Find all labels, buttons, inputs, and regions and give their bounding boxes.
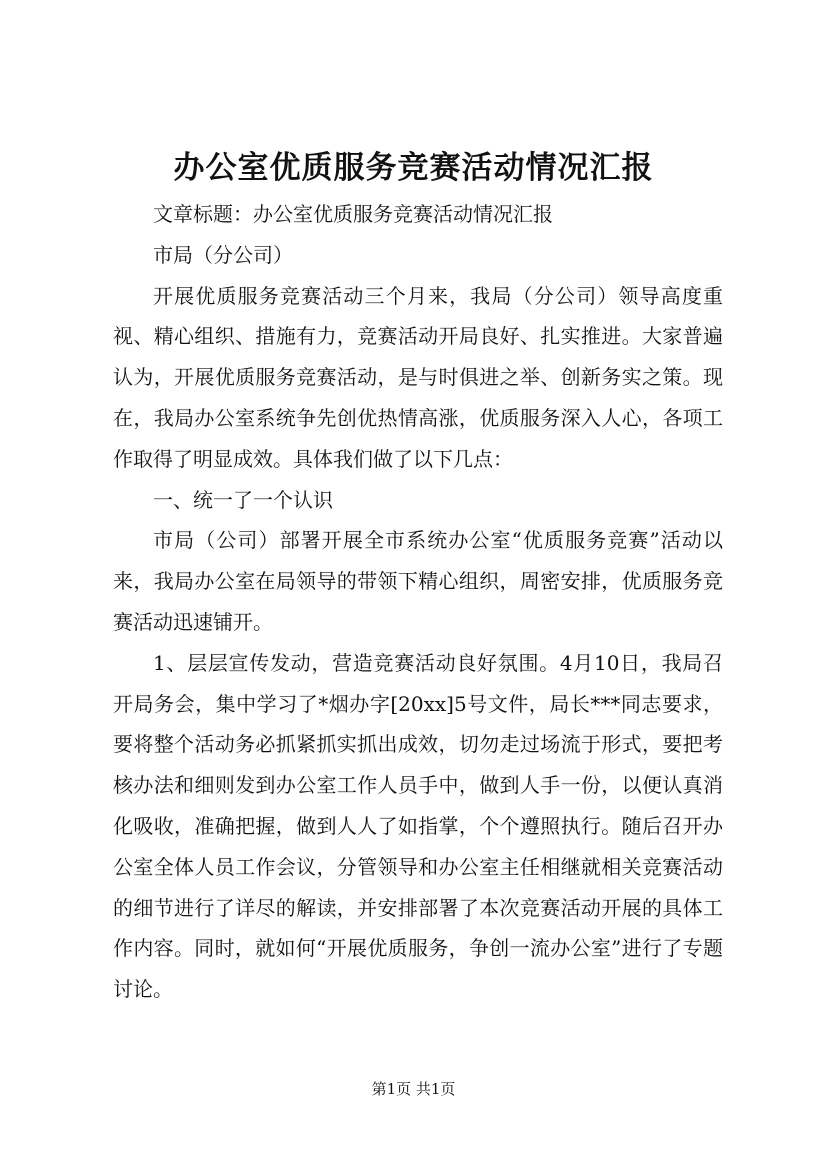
intro-paragraph: 开展优质服务竞赛活动三个月来，我局（分公司）领导高度重视、精心组织、措施有力，竞赛活动开局良好、扎实推进。大家普遍认为，开展优质服务竞赛活动，是与时俱进之举、创新务实之策。现在，我局办公室系统争先创优热情高涨，优质服务深入人心，各项工作取得了明显成效。具体我们做了以下几点： [113,283,723,471]
addressee-line: 市局（分公司） [153,242,293,267]
article-title-line: 文章标题：办公室优质服务竞赛活动情况汇报 [153,202,553,226]
body-paragraph: 市局（公司）部署开展全市系统办公室“优质服务竞赛”活动以来，我局办公室在局领导的带领下精心组织，周密安排，优质服务竞赛活动迅速铺开。 [113,528,723,634]
document-title: 办公室优质服务竞赛活动情况汇报 [173,150,654,186]
section-heading: 一、统一了一个认识 [153,487,333,512]
document-body [113,194,723,1010]
body-paragraph: 1、层层宣传发动，营造竞赛活动良好氛围。4月10日，我局召开局务会，集中学习了*烟办字[20xx]5号文件，局长***同志要求，要将整个活动务必抓紧抓实抓出成效，切勿走过场流于形式，要把考核办法和细则发到办公室工作人员手中，做到人手一份，以便认真消化吸收，准确把握，做到人人了如指掌，个个遵照执行。随后召开办公室全体人员工作会议，分管领导和办公室主任相继就相关竞赛活动的细节进行了详尽的解读，并安排部署了本次竞赛活动开展的具体工作内容。同时，就如何“开展优质服务，争创一流办公室”进行了专题讨论。 [113,650,723,1002]
page-number-footer: 第1页 共1页 [371,1080,456,1098]
